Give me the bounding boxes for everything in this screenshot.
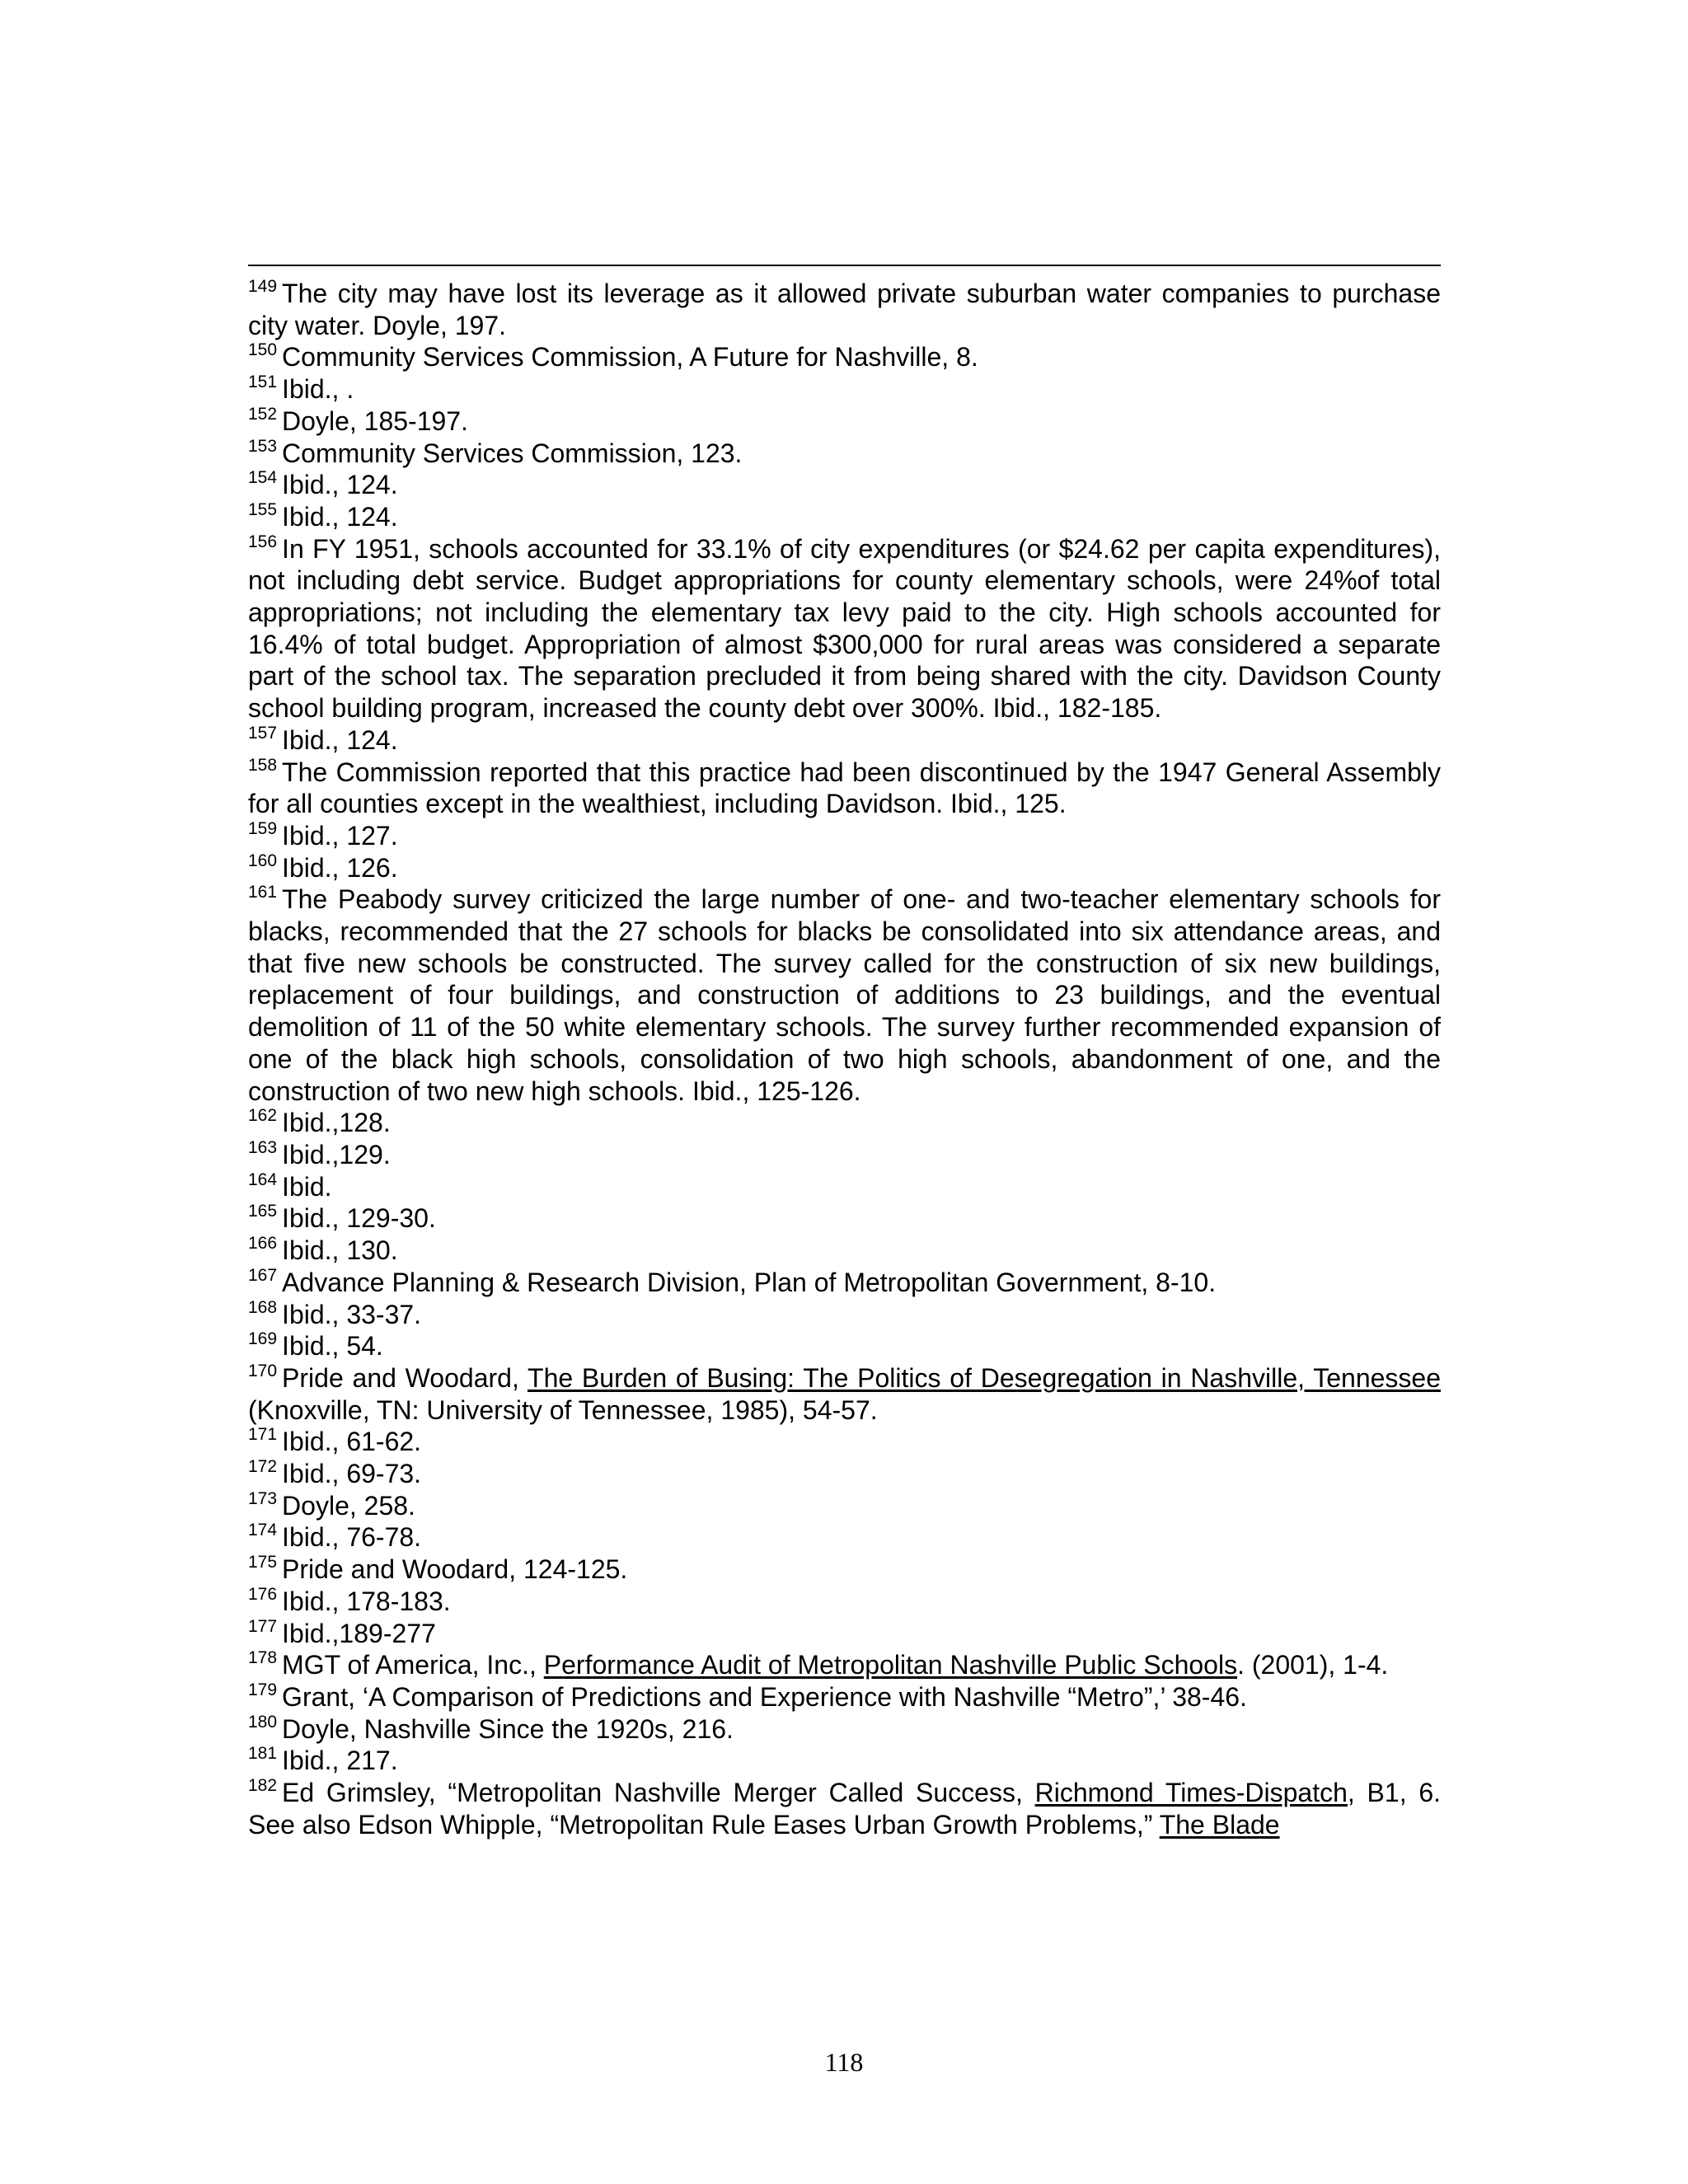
- footnote: [248, 724, 1441, 757]
- footnote-number: 164: [248, 1169, 278, 1189]
- footnote-number: 169: [248, 1329, 278, 1349]
- footnote-text: Community Services Commission, A Future for Nashville, 8.: [282, 342, 978, 373]
- footnote-text: Ibid., 127.: [282, 820, 398, 851]
- footnote: [248, 883, 1441, 1107]
- footnote: [248, 1458, 1441, 1490]
- footnote-number: 178: [248, 1648, 278, 1668]
- footnote: [248, 1618, 1441, 1650]
- footnote: [248, 1235, 1441, 1267]
- footnote-text: Ibid., 124.: [282, 470, 398, 500]
- footnote: [248, 1681, 1441, 1713]
- footnote: [248, 1299, 1441, 1331]
- footnote: [248, 1362, 1441, 1426]
- footnote-text: MGT of America, Inc.,: [282, 1650, 544, 1680]
- footnote-text: Ibid., 76-78.: [282, 1522, 422, 1553]
- footnote-text: Ed Grimsley, “Metropolitan Nashville Merger Called Success,: [282, 1778, 1035, 1808]
- footnote-number: 154: [248, 468, 278, 488]
- footnote-number: 177: [248, 1616, 278, 1636]
- footnote-number: 152: [248, 404, 278, 424]
- footnote-number: 157: [248, 723, 278, 743]
- footnote-text: Pride and Woodard,: [282, 1362, 528, 1393]
- footnote: [248, 501, 1441, 533]
- footnote-text: . (2001), 1-4.: [1237, 1650, 1389, 1680]
- footnotes-block: [248, 278, 1441, 1840]
- footnote: [248, 1171, 1441, 1203]
- footnote: [248, 405, 1441, 438]
- footnote-number: 151: [248, 373, 278, 392]
- footnote: [248, 341, 1441, 373]
- footnote-number: 155: [248, 499, 278, 519]
- footnote-text: Ibid., 124.: [282, 501, 398, 532]
- footnote: [248, 373, 1441, 405]
- footnote-text: Doyle, 258.: [282, 1490, 415, 1521]
- page-number: 118: [824, 2047, 864, 2077]
- footnote: [248, 1426, 1441, 1458]
- footnote-text: Ibid., 54.: [282, 1331, 383, 1361]
- footnote-text: Ibid., 69-73.: [282, 1459, 422, 1489]
- footnote-text: (Knoxville, TN: University of Tennessee, 1985), 54-57.: [248, 1394, 878, 1425]
- footnote: [248, 852, 1441, 884]
- footnote: [248, 1521, 1441, 1554]
- footnote-number: 175: [248, 1553, 278, 1572]
- footnote: [248, 469, 1441, 501]
- footnote-text: Grant, ‘A Comparison of Predictions and Experience with Nashville “Metro”,’ 38-46.: [282, 1681, 1247, 1712]
- footnote-text: The Commission reported that this practice had been discontinued by the 1947 General Assembly for all counties except in the wealthiest, including Davidson. Ibid., 125.: [248, 757, 1441, 819]
- footnote-text: The city may have lost its leverage as it allowed private suburban water companies to purchase city water. Doyle, 197.: [248, 279, 1441, 340]
- footnote: [248, 1745, 1441, 1777]
- footnote: [248, 1713, 1441, 1746]
- footnote: [248, 1330, 1441, 1362]
- footnote-text: Doyle, 185-197.: [282, 405, 468, 436]
- footnote-number: 149: [248, 277, 278, 296]
- footnote-text: Ibid., 178-183.: [282, 1586, 451, 1616]
- footnote: [248, 1139, 1441, 1171]
- footnote-number: 168: [248, 1297, 278, 1317]
- footnote: [248, 1202, 1441, 1235]
- footnote-text: Ibid., 130.: [282, 1235, 398, 1266]
- footnote-number: 156: [248, 532, 278, 551]
- footnote-separator: [248, 265, 1441, 266]
- footnote-number: 171: [248, 1425, 278, 1445]
- footnote: [248, 1107, 1441, 1139]
- footnote: [248, 1777, 1441, 1840]
- cited-report-title: Performance Audit of Metropolitan Nashville Public Schools: [543, 1650, 1238, 1680]
- footnote-text: Ibid., 126.: [282, 852, 398, 883]
- cited-newspaper-title: Richmond Times-Dispatch: [1034, 1778, 1348, 1808]
- footnote-number: 181: [248, 1744, 278, 1764]
- footnote-text: Doyle, Nashville Since the 1920s, 216.: [282, 1713, 734, 1744]
- footnote-text: , B1, 6. See also Edson Whipple, “Metropolitan Rule Eases Urban Growth Problems,”: [248, 1778, 1442, 1840]
- footnote-number: 165: [248, 1202, 278, 1221]
- footnote-number: 180: [248, 1712, 278, 1732]
- footnote-text: Ibid.,128.: [282, 1108, 391, 1138]
- footnote: [248, 1586, 1441, 1618]
- footnote-text: Ibid.: [282, 1171, 332, 1202]
- footnote-text: Community Services Commission, 123.: [282, 438, 743, 468]
- footnote-text: The Peabody survey criticized the large number of one- and two-teacher elementary schools for blacks, recommended that the 27 schools for blacks be consolidated into six attendance areas, and that five new schools be constructed. The survey called for the construction of six new buildings, replacement of four buildings, and construction of additions to 23 buildings, and the eventual demolition of 11 of the 50 white elementary schools. The survey further recommended expansion of one of the black high schools, consolidation of two high schools, abandonment of one, and the construction of two new high schools. Ibid., 125-126.: [248, 884, 1441, 1106]
- footnote: [248, 1554, 1441, 1586]
- footnote: [248, 1490, 1441, 1522]
- footnote-text: Ibid., 217.: [282, 1746, 398, 1776]
- footnote-text: Pride and Woodard, 124-125.: [282, 1554, 628, 1585]
- footnote-number: 153: [248, 436, 278, 456]
- footnote-text: Ibid., 33-37.: [282, 1299, 422, 1329]
- footnote-number: 166: [248, 1234, 278, 1254]
- footnote-number: 167: [248, 1265, 278, 1285]
- footnote-number: 182: [248, 1776, 278, 1796]
- footnote-number: 179: [248, 1680, 278, 1699]
- footnote-number: 172: [248, 1457, 278, 1477]
- footnote-text: In FY 1951, schools accounted for 33.1% of city expenditures (or $24.62 per capita expenditures), not including debt service. Budget appropriations for county elementary schools, were 24%of total appropriations; not including the elementary tax levy paid to the city. High schools accounted for 16.4% of total budget. Appropriation of almost $300,000 for rural areas was considered a separate part of the school tax. The separation precluded it from being shared with the city. Davidson County school building program, increased the county debt over 300%. Ibid., 182-185.: [248, 533, 1441, 724]
- footnote-number: 173: [248, 1488, 278, 1508]
- footnote: [248, 533, 1441, 724]
- footnote: [248, 1649, 1441, 1681]
- footnote: [248, 757, 1441, 820]
- footnote-number: 170: [248, 1361, 278, 1380]
- footnote-text: Advance Planning & Research Division, Plan of Metropolitan Government, 8-10.: [282, 1267, 1217, 1297]
- footnote-number: 159: [248, 818, 278, 838]
- cited-book-title: The Burden of Busing: The Politics of Desegregation in Nashville, Tennessee: [528, 1362, 1441, 1393]
- footnote: [248, 820, 1441, 852]
- footnote-text: Ibid., 129-30.: [282, 1203, 436, 1234]
- footnote-number: 158: [248, 755, 278, 775]
- footnote-number: 174: [248, 1521, 278, 1540]
- footnote-text: Ibid.,189-277: [282, 1618, 436, 1648]
- footnote-text: Ibid., 61-62.: [282, 1427, 422, 1457]
- cited-newspaper-title: The Blade: [1159, 1809, 1280, 1840]
- footnote-text: Ibid.,129.: [282, 1139, 391, 1169]
- footnote: [248, 278, 1441, 341]
- footnote: [248, 438, 1441, 470]
- footnote-number: 163: [248, 1137, 278, 1157]
- footnote-text: Ibid., 124.: [282, 724, 398, 755]
- footnote-text: Ibid., .: [282, 374, 354, 405]
- footnote-number: 161: [248, 883, 278, 902]
- footnote-number: 150: [248, 340, 278, 360]
- footnote-number: 162: [248, 1106, 278, 1126]
- footnote-number: 160: [248, 851, 278, 870]
- footnote-number: 176: [248, 1584, 278, 1604]
- footnote: [248, 1267, 1441, 1299]
